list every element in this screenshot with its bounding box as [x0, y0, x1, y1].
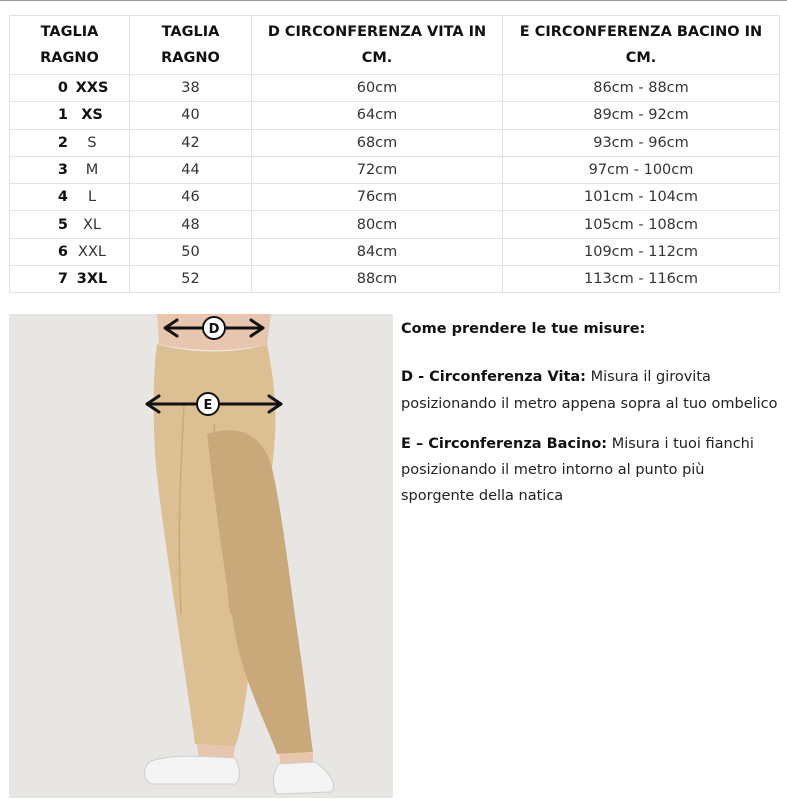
top-divider — [0, 0, 787, 1]
header-size-label: TAGLIA RAGNO — [10, 16, 130, 75]
hip-cell: 109cm - 112cm — [503, 238, 780, 265]
waist-label: D - Circonferenza Vita: — [401, 369, 586, 386]
size-cell — [10, 238, 130, 265]
table-row — [10, 75, 780, 102]
waist-cell: 64cm — [252, 102, 503, 129]
marker-e: E — [203, 398, 213, 413]
size-index: 2 — [57, 134, 68, 151]
size-index: 3 — [57, 162, 68, 179]
size-cell — [10, 75, 130, 102]
size-number-cell: 42 — [130, 129, 252, 156]
size-letter: XXL — [78, 243, 106, 260]
size-cell — [10, 102, 130, 129]
hip-cell: 89cm - 92cm — [503, 102, 780, 129]
size-letter: XS — [81, 107, 103, 124]
size-cell — [10, 156, 130, 183]
size-letter: L — [87, 189, 97, 206]
size-number-cell: 46 — [130, 184, 252, 211]
measurement-instructions — [401, 316, 781, 524]
size-index: 6 — [57, 243, 68, 260]
size-number-cell: 52 — [130, 266, 252, 293]
size-cell — [10, 211, 130, 238]
size-cell — [10, 129, 130, 156]
header-hip: E CIRCONFERENZA BACINO IN CM. — [503, 16, 780, 75]
hip-label: E – Circonferenza Bacino: — [401, 435, 608, 452]
waist-cell: 68cm — [252, 129, 503, 156]
header-size-number: TAGLIA RAGNO — [130, 16, 252, 75]
waist-cell: 88cm — [252, 266, 503, 293]
pants-illustration — [9, 314, 393, 798]
size-number-cell: 40 — [130, 102, 252, 129]
waist-cell: 76cm — [252, 184, 503, 211]
size-table — [9, 15, 780, 293]
waist-cell: 72cm — [252, 156, 503, 183]
hip-cell: 113cm - 116cm — [503, 266, 780, 293]
size-letter: M — [85, 162, 99, 179]
hip-cell: 101cm - 104cm — [503, 184, 780, 211]
size-letter: XXS — [75, 80, 109, 97]
table-row — [10, 238, 780, 265]
table-row — [10, 102, 780, 129]
hip-instructions: Misura i tuoi fianchi posizionando il metro intorno al punto più sporgente della natica — [401, 435, 754, 505]
hip-cell: 86cm - 88cm — [503, 75, 780, 102]
hip-cell: 97cm - 100cm — [503, 156, 780, 183]
size-index: 5 — [57, 216, 68, 233]
size-letter: 3XL — [76, 271, 108, 288]
waist-cell: 60cm — [252, 75, 503, 102]
table-row — [10, 184, 780, 211]
table-row — [10, 211, 780, 238]
size-cell — [10, 266, 130, 293]
size-index: 1 — [57, 107, 68, 124]
size-index: 7 — [57, 271, 68, 288]
instructions-heading: Come prendere le tue misure: — [401, 321, 646, 337]
left-sneaker — [145, 756, 240, 784]
table-body — [10, 75, 780, 293]
size-number-cell: 48 — [130, 211, 252, 238]
size-number-cell: 38 — [130, 75, 252, 102]
size-number-cell: 50 — [130, 238, 252, 265]
table-row — [10, 129, 780, 156]
hip-cell: 105cm - 108cm — [503, 211, 780, 238]
size-letter: XL — [82, 216, 101, 233]
waist-instructions: Misura il girovita posizionando il metro appena sopra al tuo ombelico — [401, 369, 778, 412]
pants-measurement-figure — [9, 314, 393, 798]
waist-cell: 84cm — [252, 238, 503, 265]
header-waist: D CIRCONFERENZA VITA IN CM. — [252, 16, 503, 75]
table-header-row — [10, 16, 780, 75]
marker-d: D — [208, 322, 220, 337]
waist-cell: 80cm — [252, 211, 503, 238]
size-number-cell: 44 — [130, 156, 252, 183]
size-index: 4 — [57, 189, 68, 206]
size-index: 0 — [57, 80, 68, 97]
size-cell — [10, 184, 130, 211]
size-letter: S — [87, 134, 97, 151]
table-row — [10, 156, 780, 183]
table-row — [10, 266, 780, 293]
hip-cell: 93cm - 96cm — [503, 129, 780, 156]
